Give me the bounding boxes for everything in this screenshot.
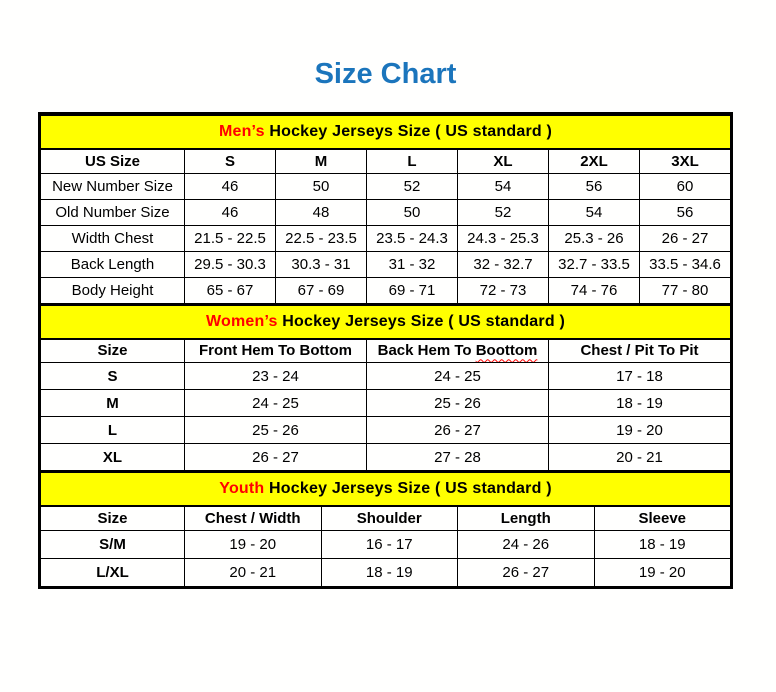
row-label: XL [41, 444, 185, 471]
banner-rest-text: Hockey Jerseys Size ( US standard ) [264, 480, 552, 497]
table-row [41, 558, 731, 586]
table-row [41, 417, 731, 444]
banner-highlight-word: Youth [219, 480, 265, 497]
row-label: L [41, 417, 185, 444]
column-header: XL [458, 149, 549, 173]
column-header-row [41, 506, 731, 530]
size-value: 46 [185, 199, 276, 225]
size-value: 23 - 24 [185, 363, 367, 390]
size-table-mens [40, 114, 731, 304]
size-value: 65 - 67 [185, 277, 276, 303]
column-header: Size [41, 339, 185, 363]
table-row [41, 199, 731, 225]
size-value: 52 [458, 199, 549, 225]
size-value: 72 - 73 [458, 277, 549, 303]
column-header: Sleeve [594, 506, 731, 530]
size-value: 25 - 26 [367, 390, 549, 417]
size-value: 56 [549, 173, 640, 199]
size-value: 24 - 26 [458, 530, 595, 558]
section-banner-cell [41, 472, 731, 506]
column-header: US Size [41, 149, 185, 173]
column-header: Chest / Pit To Pit [549, 339, 731, 363]
size-value: 19 - 20 [185, 530, 322, 558]
size-value: 54 [458, 173, 549, 199]
section-banner-youth [41, 472, 731, 506]
banner-rest-text: Hockey Jerseys Size ( US standard ) [264, 123, 553, 140]
row-label: Width Chest [41, 225, 185, 251]
size-value: 24.3 - 25.3 [458, 225, 549, 251]
section-banner-cell [41, 115, 731, 149]
size-value: 26 - 27 [458, 558, 595, 586]
size-value: 18 - 19 [321, 558, 458, 586]
size-value: 33.5 - 34.6 [640, 251, 731, 277]
size-value: 32.7 - 33.5 [549, 251, 640, 277]
table-row [41, 251, 731, 277]
column-header-row [41, 339, 731, 363]
size-value: 56 [640, 199, 731, 225]
size-value: 24 - 25 [185, 390, 367, 417]
banner-rest-text: Hockey Jerseys Size ( US standard ) [277, 312, 565, 330]
column-header [367, 339, 549, 363]
size-table-womens [40, 304, 731, 472]
size-value: 25 - 26 [185, 417, 367, 444]
column-header: L [367, 149, 458, 173]
size-table-youth [40, 471, 731, 587]
size-value: 21.5 - 22.5 [185, 225, 276, 251]
table-row [41, 530, 731, 558]
column-header-text: Back Hem To [377, 342, 476, 360]
size-value: 16 - 17 [321, 530, 458, 558]
size-value: 25.3 - 26 [549, 225, 640, 251]
size-value: 52 [367, 173, 458, 199]
size-value: 27 - 28 [367, 444, 549, 471]
size-value: 20 - 21 [549, 444, 731, 471]
size-value: 22.5 - 23.5 [276, 225, 367, 251]
column-header: Shoulder [321, 506, 458, 530]
size-value: 67 - 69 [276, 277, 367, 303]
size-value: 48 [276, 199, 367, 225]
section-banner-cell [41, 305, 731, 339]
row-label: S [41, 363, 185, 390]
row-label: M [41, 390, 185, 417]
size-value: 26 - 27 [640, 225, 731, 251]
table-row [41, 225, 731, 251]
size-value: 18 - 19 [594, 530, 731, 558]
size-value: 30.3 - 31 [276, 251, 367, 277]
table-row [41, 444, 731, 471]
column-header: 3XL [640, 149, 731, 173]
size-value: 60 [640, 173, 731, 199]
size-value: 54 [549, 199, 640, 225]
table-row [41, 363, 731, 390]
row-label: Old Number Size [41, 199, 185, 225]
size-value: 19 - 20 [549, 417, 731, 444]
row-label: L/XL [41, 558, 185, 586]
table-row [41, 277, 731, 303]
size-value: 32 - 32.7 [458, 251, 549, 277]
row-label: S/M [41, 530, 185, 558]
size-value: 18 - 19 [549, 390, 731, 417]
column-header: Front Hem To Bottom [185, 339, 367, 363]
table-row [41, 173, 731, 199]
row-label: Back Length [41, 251, 185, 277]
column-header: M [276, 149, 367, 173]
column-header: Size [41, 506, 185, 530]
section-banner-mens [41, 115, 731, 149]
size-value: 19 - 20 [594, 558, 731, 586]
size-value: 17 - 18 [549, 363, 731, 390]
page-title: Size Chart [314, 58, 457, 90]
banner-highlight-word: Women’s [206, 312, 278, 330]
column-header: Chest / Width [185, 506, 322, 530]
size-value: 69 - 71 [367, 277, 458, 303]
banner-highlight-word: Men’s [218, 123, 265, 140]
size-value: 77 - 80 [640, 277, 731, 303]
misspelled-word: Boottom [475, 342, 538, 360]
size-value: 23.5 - 24.3 [367, 225, 458, 251]
size-value: 29.5 - 30.3 [185, 251, 276, 277]
column-header-row [41, 149, 731, 173]
size-value: 20 - 21 [185, 558, 322, 586]
size-chart-frame [38, 112, 733, 589]
size-value: 24 - 25 [367, 363, 549, 390]
size-value: 26 - 27 [185, 444, 367, 471]
size-value: 50 [276, 173, 367, 199]
column-header: 2XL [549, 149, 640, 173]
column-header: S [185, 149, 276, 173]
size-value: 31 - 32 [367, 251, 458, 277]
size-value: 74 - 76 [549, 277, 640, 303]
section-banner-womens [41, 305, 731, 339]
column-header: Length [458, 506, 595, 530]
size-value: 46 [185, 173, 276, 199]
table-row [41, 390, 731, 417]
row-label: Body Height [41, 277, 185, 303]
size-value: 50 [367, 199, 458, 225]
row-label: New Number Size [41, 173, 185, 199]
size-value: 26 - 27 [367, 417, 549, 444]
